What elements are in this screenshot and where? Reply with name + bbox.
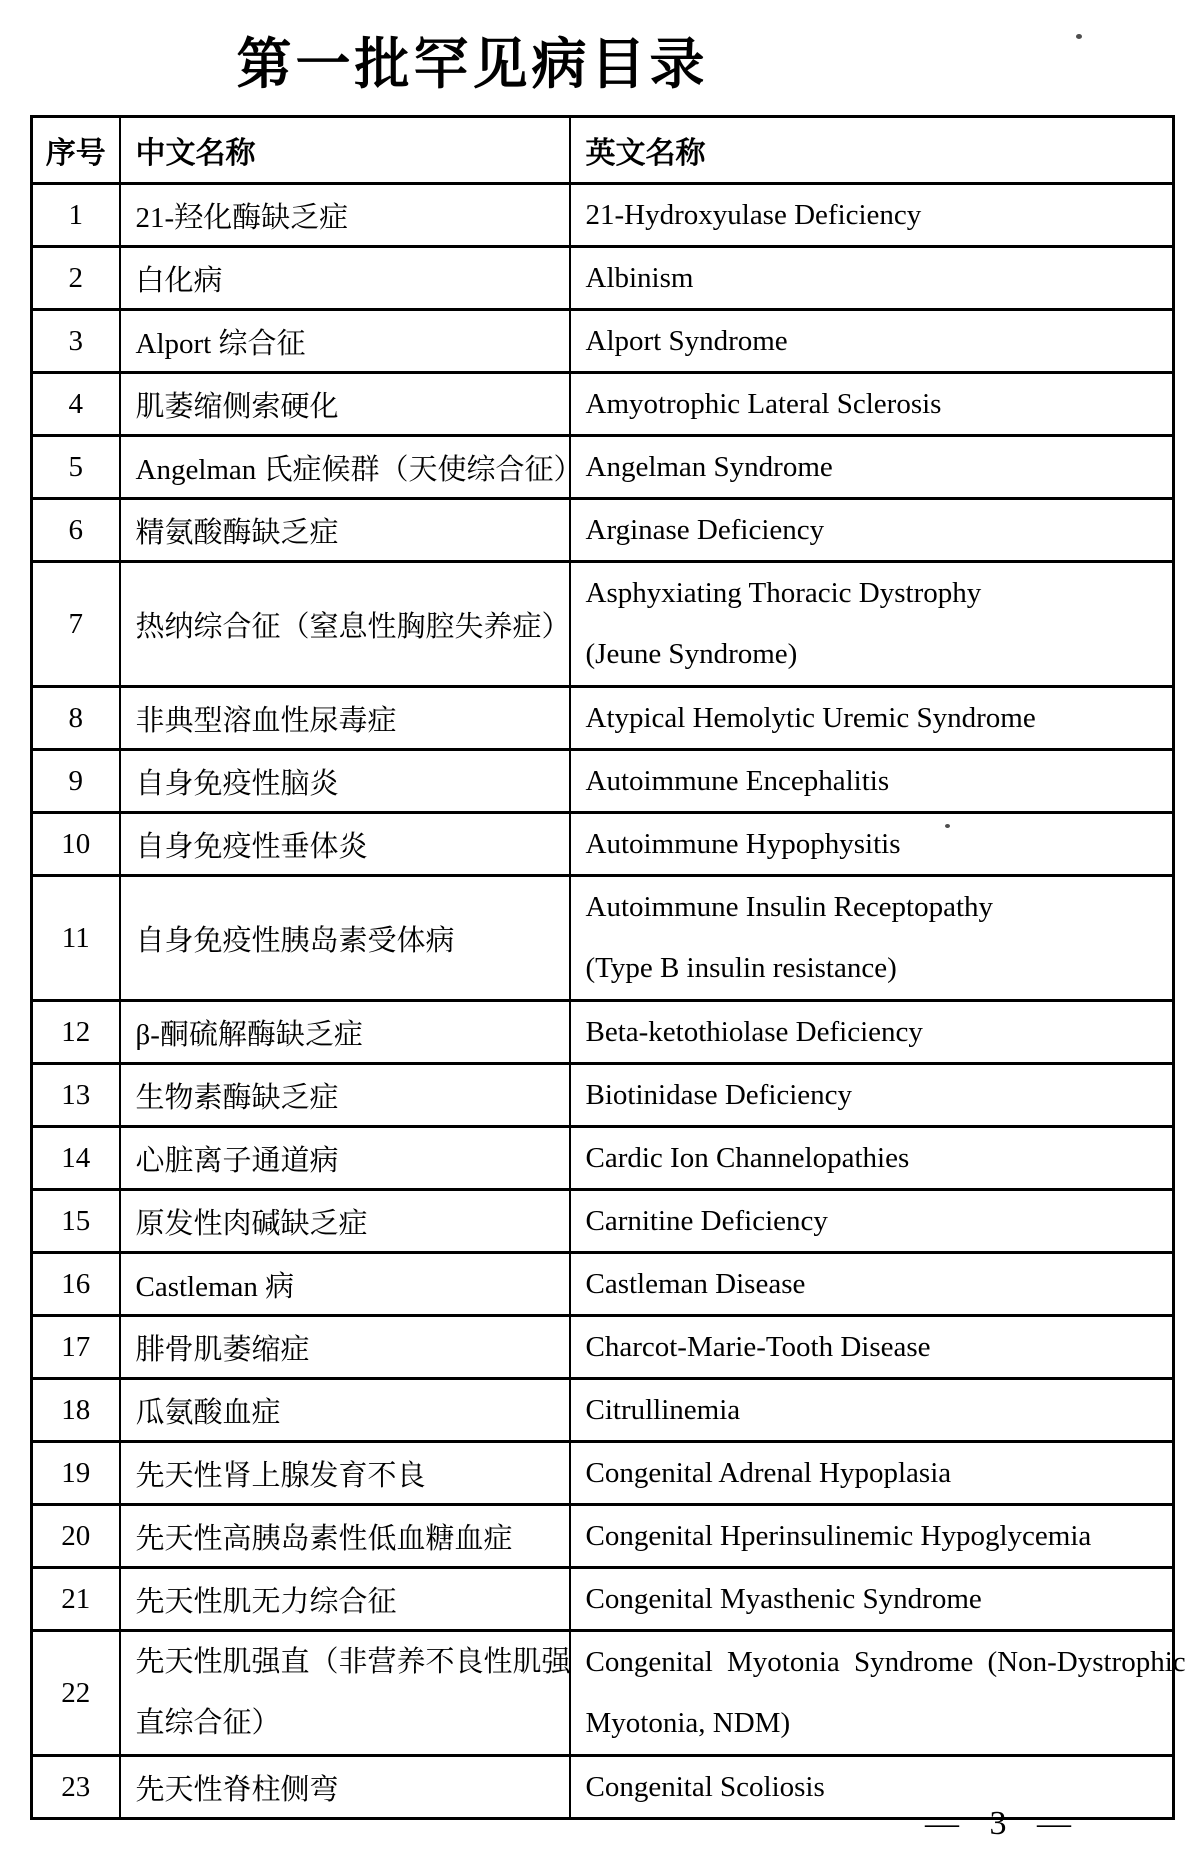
table-row bbox=[32, 1253, 1174, 1316]
cell-number: 6 bbox=[32, 499, 120, 562]
table-row bbox=[32, 1505, 1174, 1568]
table-row bbox=[32, 687, 1174, 750]
cell-chinese-name: Angelman 氏症候群（天使综合征） bbox=[120, 436, 570, 499]
cell-english-name: Castleman Disease bbox=[570, 1253, 1174, 1316]
cell-number: 14 bbox=[32, 1127, 120, 1190]
cell-english-name: 21-Hydroxyulase Deficiency bbox=[570, 184, 1174, 247]
cell-chinese-name bbox=[120, 1631, 570, 1756]
table-row bbox=[32, 1190, 1174, 1253]
cell-english-name: Carnitine Deficiency bbox=[570, 1190, 1174, 1253]
cell-english-name-line2: Myotonia, NDM) bbox=[585, 1707, 791, 1739]
cell-chinese-name: 自身免疫性胰岛素受体病 bbox=[120, 876, 570, 1001]
cell-number: 12 bbox=[32, 1001, 120, 1064]
cell-english-name-line2: (Jeune Syndrome) bbox=[585, 638, 798, 670]
cell-number: 7 bbox=[32, 562, 120, 687]
cell-chinese-name-line1: 先天性肌强直（非营养不良性肌强 bbox=[135, 1646, 571, 1678]
table-row bbox=[32, 1631, 1174, 1756]
cell-number: 18 bbox=[32, 1379, 120, 1442]
cell-english-name-line1: Congenital Myotonia Syndrome (Non-Dystrophic bbox=[585, 1646, 1186, 1678]
cell-number: 22 bbox=[32, 1631, 120, 1756]
table-row bbox=[32, 1001, 1174, 1064]
table-header-row bbox=[32, 117, 1174, 184]
cell-number: 17 bbox=[32, 1316, 120, 1379]
cell-number: 9 bbox=[32, 750, 120, 813]
cell-number: 5 bbox=[32, 436, 120, 499]
table-row bbox=[32, 562, 1174, 687]
cell-chinese-name: 先天性肌无力综合征 bbox=[120, 1568, 570, 1631]
cell-number: 19 bbox=[32, 1442, 120, 1505]
cell-number: 4 bbox=[32, 373, 120, 436]
cell-chinese-name: 21-羟化酶缺乏症 bbox=[120, 184, 570, 247]
table-row bbox=[32, 1568, 1174, 1631]
cell-number: 1 bbox=[32, 184, 120, 247]
cell-chinese-name: 腓骨肌萎缩症 bbox=[120, 1316, 570, 1379]
table-row bbox=[32, 876, 1174, 1001]
cell-chinese-name: 热纳综合征（窒息性胸腔失养症） bbox=[120, 562, 570, 687]
cell-number: 13 bbox=[32, 1064, 120, 1127]
cell-number: 2 bbox=[32, 247, 120, 310]
column-header-english-name: 英文名称 bbox=[570, 117, 1174, 184]
table-row bbox=[32, 499, 1174, 562]
column-header-number: 序号 bbox=[32, 117, 120, 184]
cell-english-name: Congenital Myasthenic Syndrome bbox=[570, 1568, 1174, 1631]
cell-english-name bbox=[570, 562, 1174, 687]
page-number: — 3 — bbox=[925, 1805, 1072, 1842]
column-header-chinese-name: 中文名称 bbox=[120, 117, 570, 184]
cell-number: 23 bbox=[32, 1756, 120, 1819]
cell-english-name-line2: (Type B insulin resistance) bbox=[585, 952, 897, 984]
cell-chinese-name: 精氨酸酶缺乏症 bbox=[120, 499, 570, 562]
cell-chinese-name: Alport 综合征 bbox=[120, 310, 570, 373]
cell-english-name: Alport Syndrome bbox=[570, 310, 1174, 373]
cell-english-name: Angelman Syndrome bbox=[570, 436, 1174, 499]
cell-english-name: Biotinidase Deficiency bbox=[570, 1064, 1174, 1127]
table-body bbox=[32, 184, 1186, 1819]
cell-number: 11 bbox=[32, 876, 120, 1001]
cell-number: 8 bbox=[32, 687, 120, 750]
table-row bbox=[32, 813, 1174, 876]
cell-chinese-name: 先天性肾上腺发育不良 bbox=[120, 1442, 570, 1505]
cell-chinese-name: 瓜氨酸血症 bbox=[120, 1379, 570, 1442]
cell-english-name: Autoimmune Hypophysitis bbox=[570, 813, 1174, 876]
cell-english-name: Beta-ketothiolase Deficiency bbox=[570, 1001, 1174, 1064]
cell-chinese-name: β-酮硫解酶缺乏症 bbox=[120, 1001, 570, 1064]
cell-number: 3 bbox=[32, 310, 120, 373]
cell-english-name-line1: Autoimmune Insulin Receptopathy bbox=[585, 891, 994, 923]
table-row bbox=[32, 1064, 1174, 1127]
cell-chinese-name: 肌萎缩侧索硬化 bbox=[120, 373, 570, 436]
cell-english-name: Cardic Ion Channelopathies bbox=[570, 1127, 1174, 1190]
table-row bbox=[32, 184, 1174, 247]
cell-english-name: Congenital Adrenal Hypoplasia bbox=[570, 1442, 1174, 1505]
cell-english-name: Atypical Hemolytic Uremic Syndrome bbox=[570, 687, 1174, 750]
cell-english-name: Amyotrophic Lateral Sclerosis bbox=[570, 373, 1174, 436]
rare-disease-table bbox=[30, 115, 1186, 1820]
cell-chinese-name: 自身免疫性垂体炎 bbox=[120, 813, 570, 876]
cell-english-name bbox=[570, 1631, 1186, 1756]
cell-english-name-line1: Asphyxiating Thoracic Dystrophy bbox=[585, 577, 982, 609]
cell-english-name: Charcot-Marie-Tooth Disease bbox=[570, 1316, 1174, 1379]
cell-number: 20 bbox=[32, 1505, 120, 1568]
cell-number: 21 bbox=[32, 1568, 120, 1631]
cell-english-name: Congenital Hperinsulinemic Hypoglycemia bbox=[570, 1505, 1174, 1568]
table-row bbox=[32, 436, 1174, 499]
table-row bbox=[32, 1379, 1174, 1442]
cell-chinese-name: 心脏离子通道病 bbox=[120, 1127, 570, 1190]
cell-english-name: Autoimmune Encephalitis bbox=[570, 750, 1174, 813]
cell-chinese-name: 原发性肉碱缺乏症 bbox=[120, 1190, 570, 1253]
page-title: 第一批罕见病目录 bbox=[236, 34, 709, 95]
table-row bbox=[32, 1127, 1174, 1190]
cell-english-name: Citrullinemia bbox=[570, 1379, 1174, 1442]
table-row bbox=[32, 373, 1174, 436]
cell-chinese-name: Castleman 病 bbox=[120, 1253, 570, 1316]
table-row bbox=[32, 247, 1174, 310]
cell-number: 15 bbox=[32, 1190, 120, 1253]
cell-english-name bbox=[570, 876, 1174, 1001]
cell-chinese-name: 白化病 bbox=[120, 247, 570, 310]
table-row bbox=[32, 750, 1174, 813]
cell-number: 16 bbox=[32, 1253, 120, 1316]
cell-chinese-name: 先天性高胰岛素性低血糖血症 bbox=[120, 1505, 570, 1568]
cell-number: 10 bbox=[32, 813, 120, 876]
cell-chinese-name-line2: 直综合征） bbox=[135, 1707, 281, 1739]
table-row bbox=[32, 1316, 1174, 1379]
cell-chinese-name: 生物素酶缺乏症 bbox=[120, 1064, 570, 1127]
table-row bbox=[32, 310, 1174, 373]
cell-chinese-name: 自身免疫性脑炎 bbox=[120, 750, 570, 813]
table-row bbox=[32, 1442, 1174, 1505]
cell-english-name: Albinism bbox=[570, 247, 1174, 310]
cell-english-name: Arginase Deficiency bbox=[570, 499, 1174, 562]
cell-chinese-name: 非典型溶血性尿毒症 bbox=[120, 687, 570, 750]
cell-english-name: Congenital Scoliosis bbox=[570, 1756, 1174, 1819]
scan-speck bbox=[1076, 34, 1082, 39]
cell-chinese-name: 先天性脊柱侧弯 bbox=[120, 1756, 570, 1819]
